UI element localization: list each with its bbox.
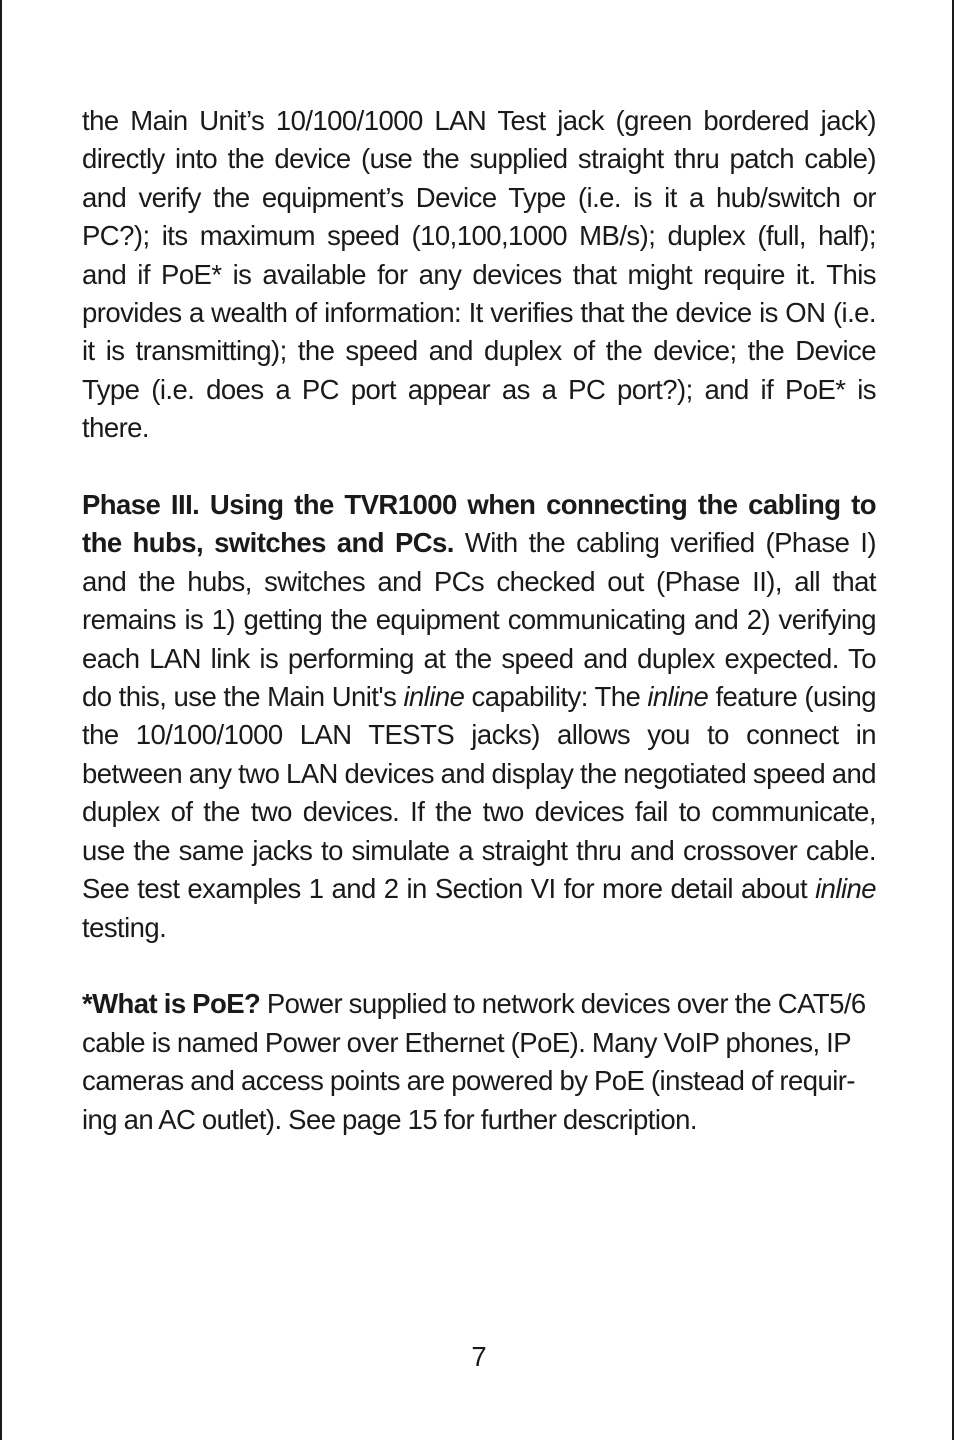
page-body (82, 102, 876, 1177)
phase-three-heading: Phase III. Using the TVR1000 when connecting the cabling to the hubs, switches and PCs. (82, 489, 876, 559)
inline-term: inline (815, 873, 876, 905)
paragraph-text: the Main Unit’s 10/100/1000 LAN Test jack (green bordered jack) directly into the device (use the supplied straight thru patch cable) and verify the equipment’s Device Type (i.e. is it a hub/switch or PC?); its maximum speed (10,100,1000 MB/s); duplex (full, half); and if PoE* is available for any devices that might require it. This provides a wealth of information: It verifies that the device is ON (i.e. it is transmitting); the speed and duplex of the device; the Device Type (i.e. does a PC port appear as a PC port?); and if PoE* is there. (82, 105, 876, 444)
paragraph-main-unit-test (82, 102, 876, 448)
inline-term: inline (403, 681, 465, 713)
paragraph-phase-three (82, 486, 876, 947)
paragraph-text: Power supplied to network devices over the CAT5/6 cable is named Power over Ethernet (PoE). Many VoIP phones, IP cameras and access points are powered by PoE (instead of requir-ing an AC outlet). See page 15 for further description. (82, 988, 866, 1135)
paragraph-text: capability: The (464, 681, 648, 713)
paragraph-poe-definition (82, 985, 876, 1139)
inline-term: inline (647, 681, 709, 713)
paragraph-text: testing. (82, 911, 167, 943)
poe-heading: *What is PoE? (82, 988, 261, 1020)
page-number: 7 (471, 1341, 487, 1372)
paragraph-text: feature (using the 10/100/1000 LAN TESTS jacks) allows you to connect in between any two LAN devices and display the negotiated speed and duplex of the two devices. If the two devices fail to communicate, use the same jacks to simulate a straight thru and crossover cable. See test examples 1 and 2 in Section VI for more detail about (82, 681, 876, 905)
paragraph-text: With the cabling verified (Phase I) and the hubs, switches and PCs checked out (Phase II), all that remains is 1) getting the equipment communicating and 2) verifying each LAN link is performing at the speed and duplex expected. To do this, use the Main Unit's (82, 527, 876, 713)
